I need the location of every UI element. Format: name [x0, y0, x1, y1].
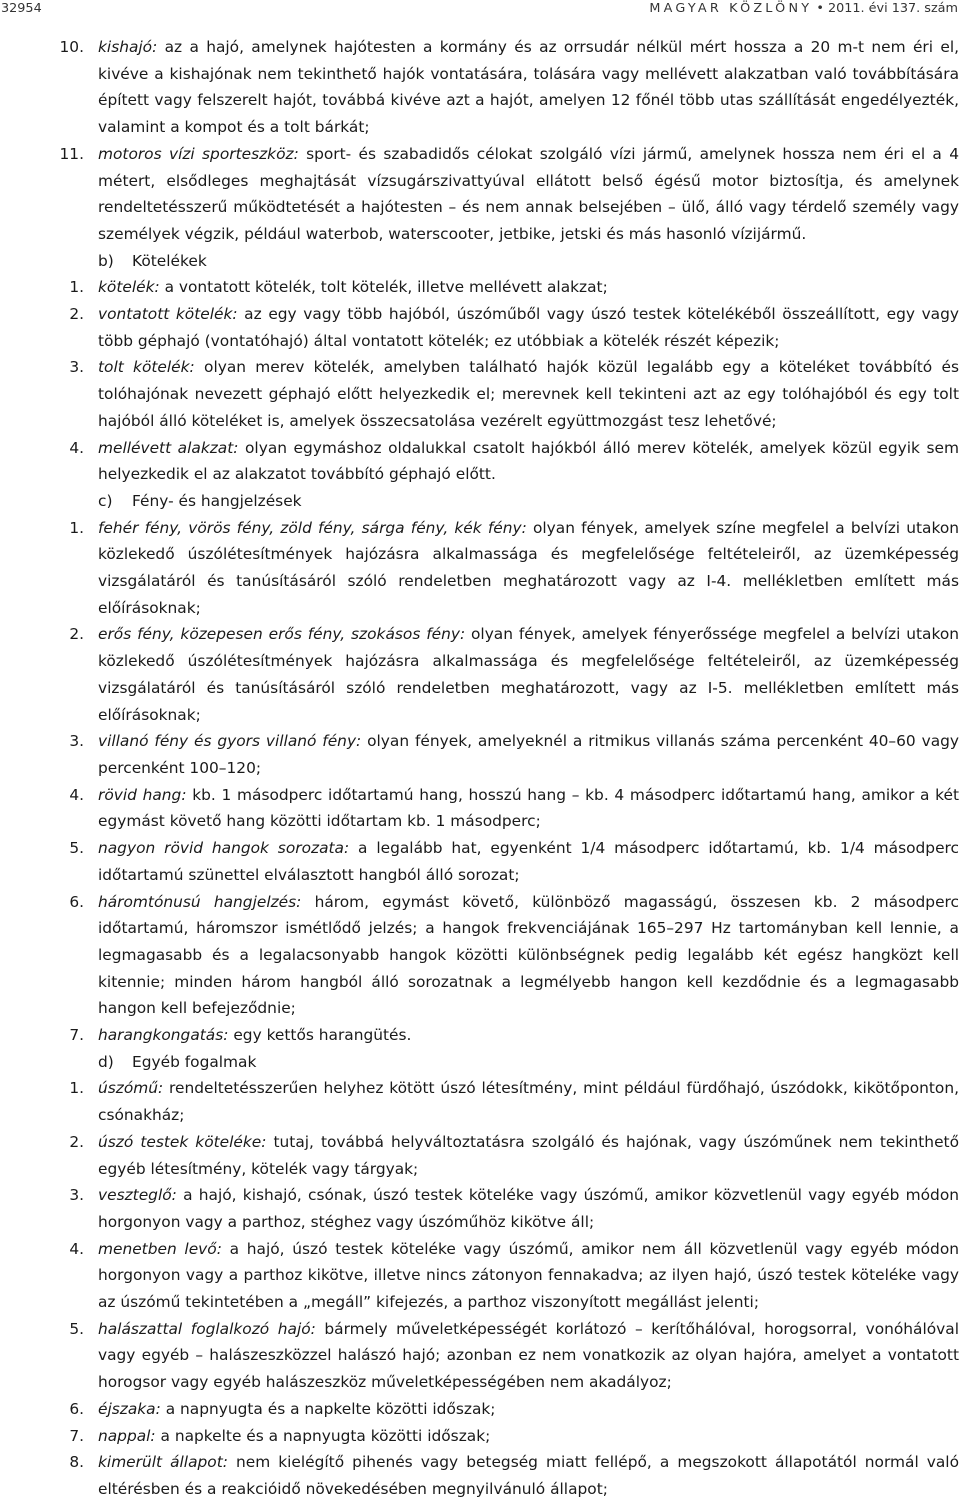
item-text	[98, 274, 960, 301]
definition-text: a napkelte és a napnyugta közötti időszak;	[155, 1426, 491, 1445]
item-text	[98, 1396, 960, 1423]
definition-text: olyan fények, amelyeknél a ritmikus villanás száma percenként 40–60 vagy percenként 100–120;	[98, 732, 959, 777]
list-item	[0, 728, 960, 781]
item-text	[98, 435, 960, 488]
section-title: Kötelékek	[132, 251, 207, 270]
definitions-list-c	[0, 515, 960, 1049]
item-text	[98, 1022, 960, 1049]
item-number	[0, 1396, 98, 1423]
definition-text: a vontatott kötelék, tolt kötelék, illetve mellévett alakzat;	[159, 278, 608, 297]
journal-header	[649, 1, 958, 16]
item-number-text: 7.	[69, 1026, 84, 1045]
item-number	[0, 301, 98, 354]
definition-text: a hajó, úszó testek köteléke vagy úszómű, amikor nem áll közvetlenül vagy egyéb módon horgonyon vagy a parthoz kikötve, illetve nincs zátonyon fennakadva; az ilyen hajó, úszó testek köteléke vagy az úszómű tekintetében a „megáll” kifejezés, a parthoz viszonyított megállást jelenti;	[98, 1239, 959, 1312]
definition-text: bármely műveletképességét korlátozó – kerítőhálóval, horogsorral, vonóhálóval vagy egyéb – halászeszközzel halászó hajó; azonban ez nem vonatkozik az olyan hajóra, amelyet a vontatott horogsor vagy egyéb halászeszköz műveletképességében nem akadályoz;	[98, 1319, 959, 1392]
list-item	[0, 141, 960, 248]
item-number-text: 3.	[69, 1186, 84, 1205]
list-item	[0, 1075, 960, 1128]
item-number-text: 3.	[69, 358, 84, 377]
definition-text: olyan merev kötelék, amelyben található hajók közül legalább egy a köteléket továbbító és tolóhajónak nevezett géphajó előtt helyezkedik el; merevnek kell tekinteni azt az egy tolóhajóból és egy tolt hajóból álló köteléket is, amelyek összecsatolása vezérelt együttmozgást tesz lehetővé;	[98, 358, 959, 430]
item-text	[98, 889, 960, 1023]
item-number	[0, 354, 98, 434]
definition-text: rendeltetésszerűen helyhez kötött úszó létesítmény, mint például fürdőhajó, úszódokk, kikötőponton, csónakház;	[98, 1079, 959, 1125]
list-item	[0, 435, 960, 488]
section-title: Fény- és hangjelzések	[132, 491, 302, 510]
definitions-list-a	[0, 34, 960, 248]
section-heading-d	[0, 1049, 960, 1076]
defined-term: rövid hang:	[98, 785, 187, 804]
definition-text: tutaj, továbbá helyváltoztatásra szolgáló és hajónak, vagy úszóműnek nem tekinthető egyéb létesítmény, kötelék vagy tárgyak;	[98, 1132, 959, 1178]
item-number	[0, 1129, 98, 1182]
defined-term: halászattal foglalkozó hajó:	[98, 1319, 316, 1338]
item-number	[0, 34, 98, 141]
list-item	[0, 621, 960, 728]
list-item	[0, 1423, 960, 1450]
definition-text: olyan egymáshoz oldalukkal csatolt hajókból álló merev kötelék, amelyek közül egyik sem helyezkedik el az alakzatot továbbító géphajó előtt.	[98, 438, 959, 484]
list-item	[0, 889, 960, 1023]
list-item	[0, 1449, 960, 1502]
definition-text: olyan fények, amelyek fényerőssége megfelel a belvízi utakon közlekedő úszólétesítmények hajózásra alkalmassága és megfelelősége feltételeiről, az üzemképesség vizsgálatáról és tanúsításáról szóló rendeletben meghatározott, vagy az I-5. mellékletben említett más előírásoknak;	[98, 625, 959, 724]
item-text	[98, 1075, 960, 1128]
definition-text: kb. 1 másodperc időtartamú hang, hosszú hang – kb. 4 másodperc időtartamú hang, amikor a két egymást követő hang közötti időtartam kb. 1 másodperc;	[98, 785, 959, 831]
definition-text: az egy vagy több hajóból, úszóműből vagy úszó testek kötelékéből összeállított, egy vagy több géphajó (vontatóhajó) által vontatott kötelék; ez utóbbiak a kötelék részét képezik;	[98, 305, 959, 350]
list-item	[0, 1396, 960, 1423]
list-item	[0, 34, 960, 141]
item-text	[98, 515, 960, 622]
defined-term: háromtónusú hangjelzés:	[98, 892, 302, 911]
list-item	[0, 1316, 960, 1396]
item-text	[98, 621, 960, 728]
item-number	[0, 515, 98, 622]
defined-term: harangkongatás:	[98, 1026, 229, 1045]
item-number	[0, 1423, 98, 1450]
defined-term: kimerült állapot:	[98, 1453, 228, 1472]
section-letter: d)	[98, 1052, 114, 1071]
item-number-text: 1.	[69, 518, 84, 537]
item-number-text: 8.	[69, 1453, 84, 1472]
item-number-text: 2.	[69, 1132, 84, 1151]
item-text	[98, 728, 960, 781]
defined-term: tolt kötelék:	[98, 358, 195, 377]
list-item	[0, 782, 960, 835]
item-number-text: 1.	[69, 1079, 84, 1098]
page-header	[0, 0, 960, 20]
definition-text: a legalább hat, egyenként 1/4 másodperc időtartamú, kb. 1/4 másodperc időtartamú szünettel elválasztott hangból álló sorozat;	[98, 839, 959, 884]
item-text	[98, 301, 960, 354]
item-number	[0, 835, 98, 888]
section-heading-c	[0, 488, 960, 515]
definition-text: három, egymást követő, különböző magasságú, összesen kb. 2 másodperc időtartamú, háromszor ismétlődő jelzés; a hangok frekvenciájának 165–297 Hz tartományban kell lennie, a legmagasabb és a legalacsonyabb hangok közötti különbségnek pedig legalább két egész hangközt kell kitennie; minden három hangból álló sorozatnak a legmélyebb hangon kell kezdődnie és a legmagasabb hangon kell befejeződnie;	[98, 892, 959, 1018]
section-letter: c)	[98, 491, 113, 510]
list-item	[0, 1236, 960, 1316]
defined-term: éjszaka:	[98, 1399, 161, 1418]
item-text	[98, 1129, 960, 1182]
item-text	[98, 782, 960, 835]
item-number-text: 11.	[59, 144, 84, 163]
section-letter: b)	[98, 251, 114, 270]
item-number	[0, 889, 98, 1023]
item-number	[0, 1236, 98, 1316]
item-number-text: 7.	[69, 1426, 84, 1445]
definition-text: olyan fények, amelyek színe megfelel a belvízi utakon közlekedő úszólétesítmények hajózásra alkalmassága és megfelelősége feltételeiről, az üzemképesség vizsgálatáról és tanúsításáról szóló rendeletben meghatározott vagy az I-4. mellékletben említett más előírásoknak;	[98, 518, 959, 617]
item-number-text: 2.	[69, 625, 84, 644]
defined-term: úszó testek köteléke:	[98, 1132, 267, 1151]
item-number-text: 2.	[69, 305, 84, 324]
list-item	[0, 301, 960, 354]
item-text	[98, 1236, 960, 1316]
item-number	[0, 1316, 98, 1396]
list-item	[0, 515, 960, 622]
defined-term: villanó fény és gyors villanó fény:	[98, 732, 362, 751]
section-heading-b	[0, 248, 960, 275]
item-number-text: 6.	[69, 1399, 84, 1418]
item-text	[98, 1316, 960, 1396]
journal-name: MAGYAR KÖZLÖNY	[649, 1, 813, 16]
item-number-text: 10.	[59, 38, 84, 56]
item-number	[0, 782, 98, 835]
item-number	[0, 1182, 98, 1235]
defined-term: vontatott kötelék:	[98, 305, 238, 324]
issue-label: 2011. évi 137. szám	[827, 1, 958, 16]
item-text	[98, 1423, 960, 1450]
list-item	[0, 1182, 960, 1235]
item-number-text: 4.	[69, 785, 84, 804]
defined-term: nappal:	[98, 1426, 156, 1445]
item-text	[98, 1449, 960, 1502]
defined-term: nagyon rövid hangok sorozata:	[98, 839, 350, 858]
header-separator: •	[816, 1, 824, 16]
item-number-text: 5.	[69, 839, 84, 858]
definition-text: a napnyugta és a napkelte közötti időszak;	[160, 1399, 496, 1418]
item-number	[0, 1022, 98, 1049]
item-text	[98, 354, 960, 434]
item-number	[0, 621, 98, 728]
defined-term: motoros vízi sporteszköz:	[98, 144, 299, 163]
item-number	[0, 274, 98, 301]
item-text	[98, 141, 960, 248]
definition-text: egy kettős harangütés.	[228, 1026, 412, 1045]
defined-term: mellévett alakzat:	[98, 438, 239, 457]
defined-term: menetben levő:	[98, 1239, 222, 1258]
defined-term: úszómű:	[98, 1079, 164, 1098]
item-number	[0, 728, 98, 781]
list-item	[0, 1129, 960, 1182]
item-text	[98, 34, 960, 141]
definition-text: nem kielégítő pihenés vagy betegség miatt fellépő, a megszokott állapotától normál való eltérésben és a reakcióidő növekedésében megnyilvánuló állapot;	[98, 1453, 960, 1498]
definitions-list-d	[0, 1075, 960, 1502]
item-number	[0, 141, 98, 248]
document-body	[0, 34, 960, 1503]
item-text	[98, 835, 960, 888]
item-number	[0, 1075, 98, 1128]
section-title: Egyéb fogalmak	[132, 1052, 257, 1071]
definition-text: az a hajó, amelynek hajótesten a kormány és az orrsudár nélkül mért hossza a 20 m-t nem éri el, kivéve a kishajónak nem tekinthető hajók vontatására, tolására vagy mellévett alakzatban való továbbítására épített vagy felszerelt hajót, továbbá kivéve azt a hajót, amelyen 12 főnél több utas szállítását engedélyezték, valamint a kompot és a tolt bárkát;	[98, 38, 959, 137]
list-item	[0, 835, 960, 888]
defined-term: kötelék:	[98, 278, 160, 297]
item-text	[98, 1182, 960, 1235]
definitions-list-b	[0, 274, 960, 488]
item-number-text: 1.	[69, 278, 84, 297]
item-number	[0, 435, 98, 488]
definition-text: a hajó, kishajó, csónak, úszó testek köteléke vagy úszómű, amikor közvetlenül vagy egyéb módon horgonyon vagy a parthoz, stéghez vagy úszóműhöz kikötve áll;	[98, 1186, 959, 1231]
defined-term: erős fény, közepesen erős fény, szokásos fény:	[98, 625, 466, 644]
list-item	[0, 354, 960, 434]
item-number	[0, 1449, 98, 1502]
item-number-text: 3.	[69, 732, 84, 751]
list-item	[0, 1022, 960, 1049]
defined-term: kishajó:	[98, 38, 158, 56]
item-number-text: 4.	[69, 438, 84, 457]
definition-text: sport- és szabadidős célokat szolgáló vízi jármű, amelynek hossza nem éri el a 4 métert, elsődleges meghajtását vízsugárszivattyúval ellátott belső égésű motor biztosítja, és amelynek rendeltetésszerű működtetését a hajótesten – és nem annak belsejében – ülő, álló vagy térdelő személy vagy személyek végzik, például waterbob, waterscooter, jetbike, jetski és más hasonló vízijármű.	[98, 144, 959, 243]
page-number: 32954	[1, 1, 42, 16]
item-number-text: 6.	[69, 892, 84, 911]
item-number-text: 4.	[69, 1239, 84, 1258]
defined-term: veszteglő:	[98, 1186, 177, 1205]
defined-term: fehér fény, vörös fény, zöld fény, sárga fény, kék fény:	[98, 518, 527, 537]
list-item	[0, 274, 960, 301]
item-number-text: 5.	[69, 1319, 84, 1338]
